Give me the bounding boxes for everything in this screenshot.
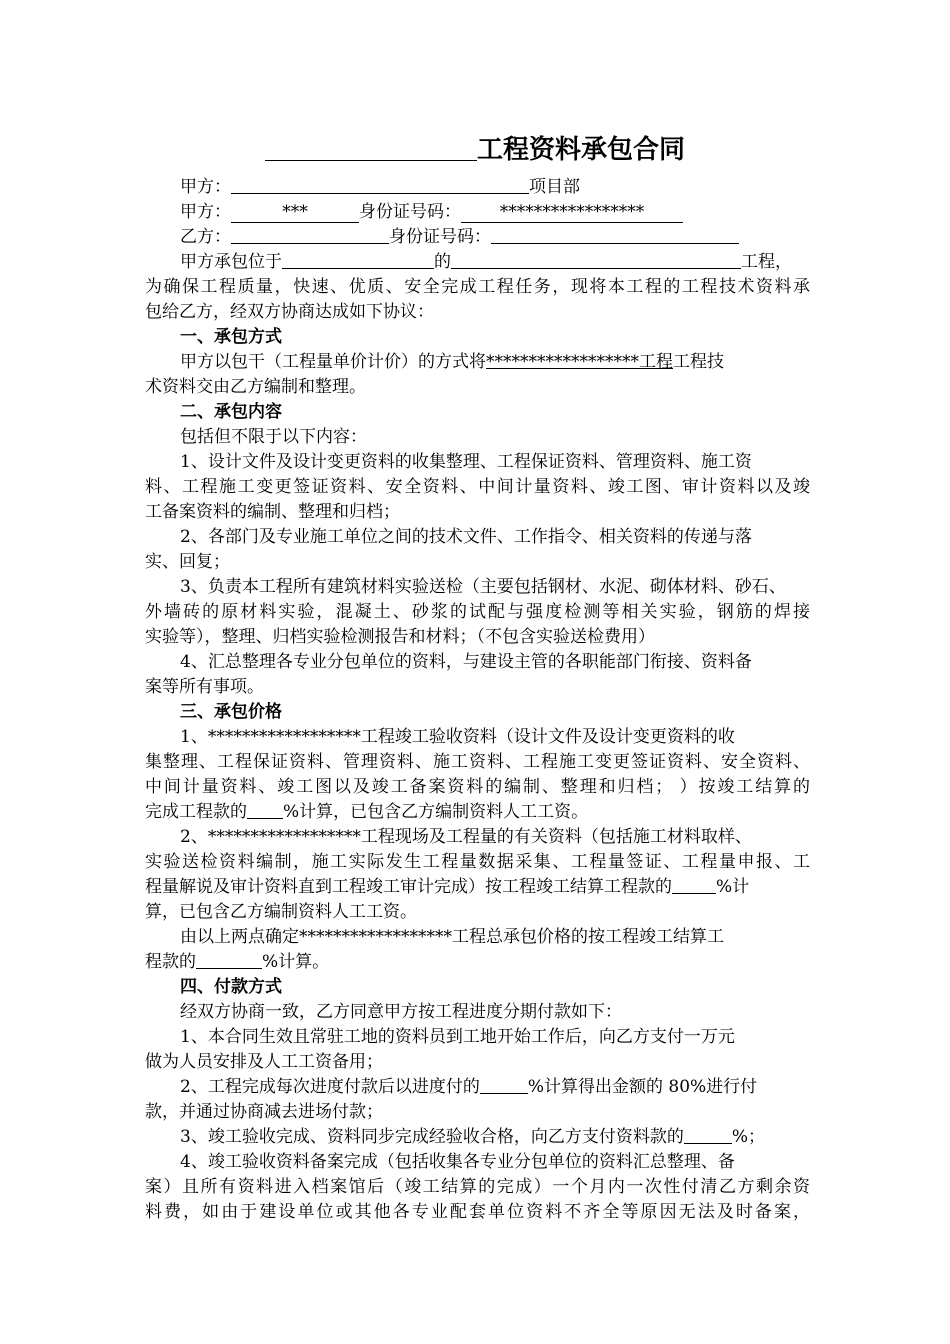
paragraph-line: 2、各部门及专业施工单位之间的技术文件、工作指令、相关资料的传递与落 bbox=[180, 527, 752, 547]
blank-field bbox=[684, 1125, 732, 1144]
paragraph-line: 4、汇总整理各专业分包单位的资料，与建设主管的各职能部门衔接、资料备 bbox=[180, 652, 752, 672]
paragraph-line: 实验送检资料编制，施工实际发生工程量数据采集、工程量签证、工程量申报、工 bbox=[145, 852, 810, 872]
party-a-person-line: 甲方： *** 身份证号码： ***************** bbox=[180, 200, 845, 224]
paragraph-line: 工备案资料的编制、整理和归档； bbox=[145, 502, 400, 522]
title-blank bbox=[265, 130, 477, 161]
party-a-dept-line: 甲方： 项目部 bbox=[180, 177, 580, 197]
party-b-line: 乙方： 身份证号码： bbox=[180, 225, 845, 249]
blank-field bbox=[247, 800, 283, 819]
paragraph-line: 案等所有事项。 bbox=[145, 677, 264, 697]
paragraph-line: 集整理、工程保证资料、管理资料、施工资料、工程施工变更签证资料、安全资料、 bbox=[145, 752, 810, 772]
blank-field bbox=[672, 875, 716, 894]
paragraph-line: 甲方以包干（工程量单价计价）的方式将******************工程工程技 bbox=[180, 352, 724, 372]
paragraph-line: 程款的 %计算。 bbox=[145, 952, 330, 972]
paragraph-line: 做为人员安排及人工工资备用； bbox=[145, 1052, 383, 1072]
blank-field bbox=[196, 950, 262, 969]
paragraph-line: 包括但不限于以下内容： bbox=[180, 427, 367, 447]
section-heading: 四、付款方式 bbox=[180, 977, 282, 997]
paragraph-line: 实、回复； bbox=[145, 552, 230, 572]
paragraph-line: 实验等），整理、归档实验检测报告和材料；（不包含实验送检费用） bbox=[145, 627, 655, 647]
intro-line: 包给乙方，经双方协商达成如下协议： bbox=[145, 302, 434, 322]
blank-field bbox=[231, 175, 529, 194]
party-a-name: *** bbox=[231, 202, 359, 223]
blank-field bbox=[451, 250, 741, 269]
paragraph-line: 3、竣工验收完成、资料同步完成经验收合格，向乙方支付资料款的 %； bbox=[180, 1127, 765, 1147]
document-title bbox=[0, 130, 950, 170]
paragraph-line: 款，并通过协商减去进场付款； bbox=[145, 1102, 383, 1122]
paragraph-line: 2、工程完成每次进度付款后以进度付的 %计算得出金额的 80%进行付 bbox=[180, 1077, 758, 1097]
paragraph-line: 1、本合同生效且常驻工地的资料员到工地开始工作后，向乙方支付一万元 bbox=[180, 1027, 735, 1047]
paragraph-line: 程量解说及审计资料直到工程竣工审计完成）按工程竣工结算工程款的 %计 bbox=[145, 877, 750, 897]
section-heading: 三、承包价格 bbox=[180, 702, 282, 722]
paragraph-line: 中间计量资料、竣工图以及竣工备案资料的编制、整理和归档； ）按竣工结算的 bbox=[145, 777, 810, 797]
paragraph-line: 经双方协商一致，乙方同意甲方按工程进度分期付款如下： bbox=[180, 1002, 622, 1022]
paragraph-line: 完成工程款的 %计算，已包含乙方编制资料人工工资。 bbox=[145, 802, 589, 822]
paragraph-line: 案）且所有资料进入档案馆后（竣工结算的完成）一个月内一次性付清乙方剩余资 bbox=[145, 1177, 810, 1197]
paragraph-line: 1、******************工程竣工验收资料（设计文件及设计变更资料的收 bbox=[180, 727, 735, 747]
section-heading: 一、承包方式 bbox=[180, 327, 282, 347]
paragraph-line: 4、竣工验收资料备案完成（包括收集各专业分包单位的资料汇总整理、备 bbox=[180, 1152, 735, 1172]
blank-field bbox=[491, 225, 739, 244]
blank-field bbox=[480, 1075, 528, 1094]
paragraph-line: 3、负责本工程所有建筑材料实验送检（主要包括钢材、水泥、砌体材料、砂石、 bbox=[180, 577, 786, 597]
paragraph-line: 2、******************工程现场及工程量的有关资料（包括施工材料取样、 bbox=[180, 827, 752, 847]
title-text: 工程资料承包合同 bbox=[476, 135, 685, 165]
paragraph-line: 料费，如由于建设单位或其他各专业配套单位资料不齐全等原因无法及时备案， bbox=[145, 1202, 810, 1222]
paragraph-line: 由以上两点确定******************工程总承包价格的按工程竣工结算工 bbox=[180, 927, 724, 947]
paragraph-line: 1、设计文件及设计变更资料的收集整理、工程保证资料、管理资料、施工资 bbox=[180, 452, 752, 472]
blank-field bbox=[282, 250, 434, 269]
paragraph-line: 术资料交由乙方编制和整理。 bbox=[145, 377, 366, 397]
paragraph-line: 外墙砖的原材料实验，混凝土、砂浆的试配与强度检测等相关实验，钢筋的焊接 bbox=[145, 602, 810, 622]
section-heading: 二、承包内容 bbox=[180, 402, 282, 422]
blank-field bbox=[231, 225, 389, 244]
intro-line: 甲方承包位于 的 工程， bbox=[180, 252, 792, 272]
paragraph-line: 算，已包含乙方编制资料人工工资。 bbox=[145, 902, 417, 922]
intro-line: 为确保工程质量，快速、优质、安全完成工程任务，现将本工程的工程技术资料承 bbox=[145, 277, 810, 297]
paragraph-line: 料、工程施工变更签证资料、安全资料、中间计量资料、竣工图、审计资料以及竣 bbox=[145, 477, 810, 497]
party-a-id: ***************** bbox=[461, 202, 683, 223]
